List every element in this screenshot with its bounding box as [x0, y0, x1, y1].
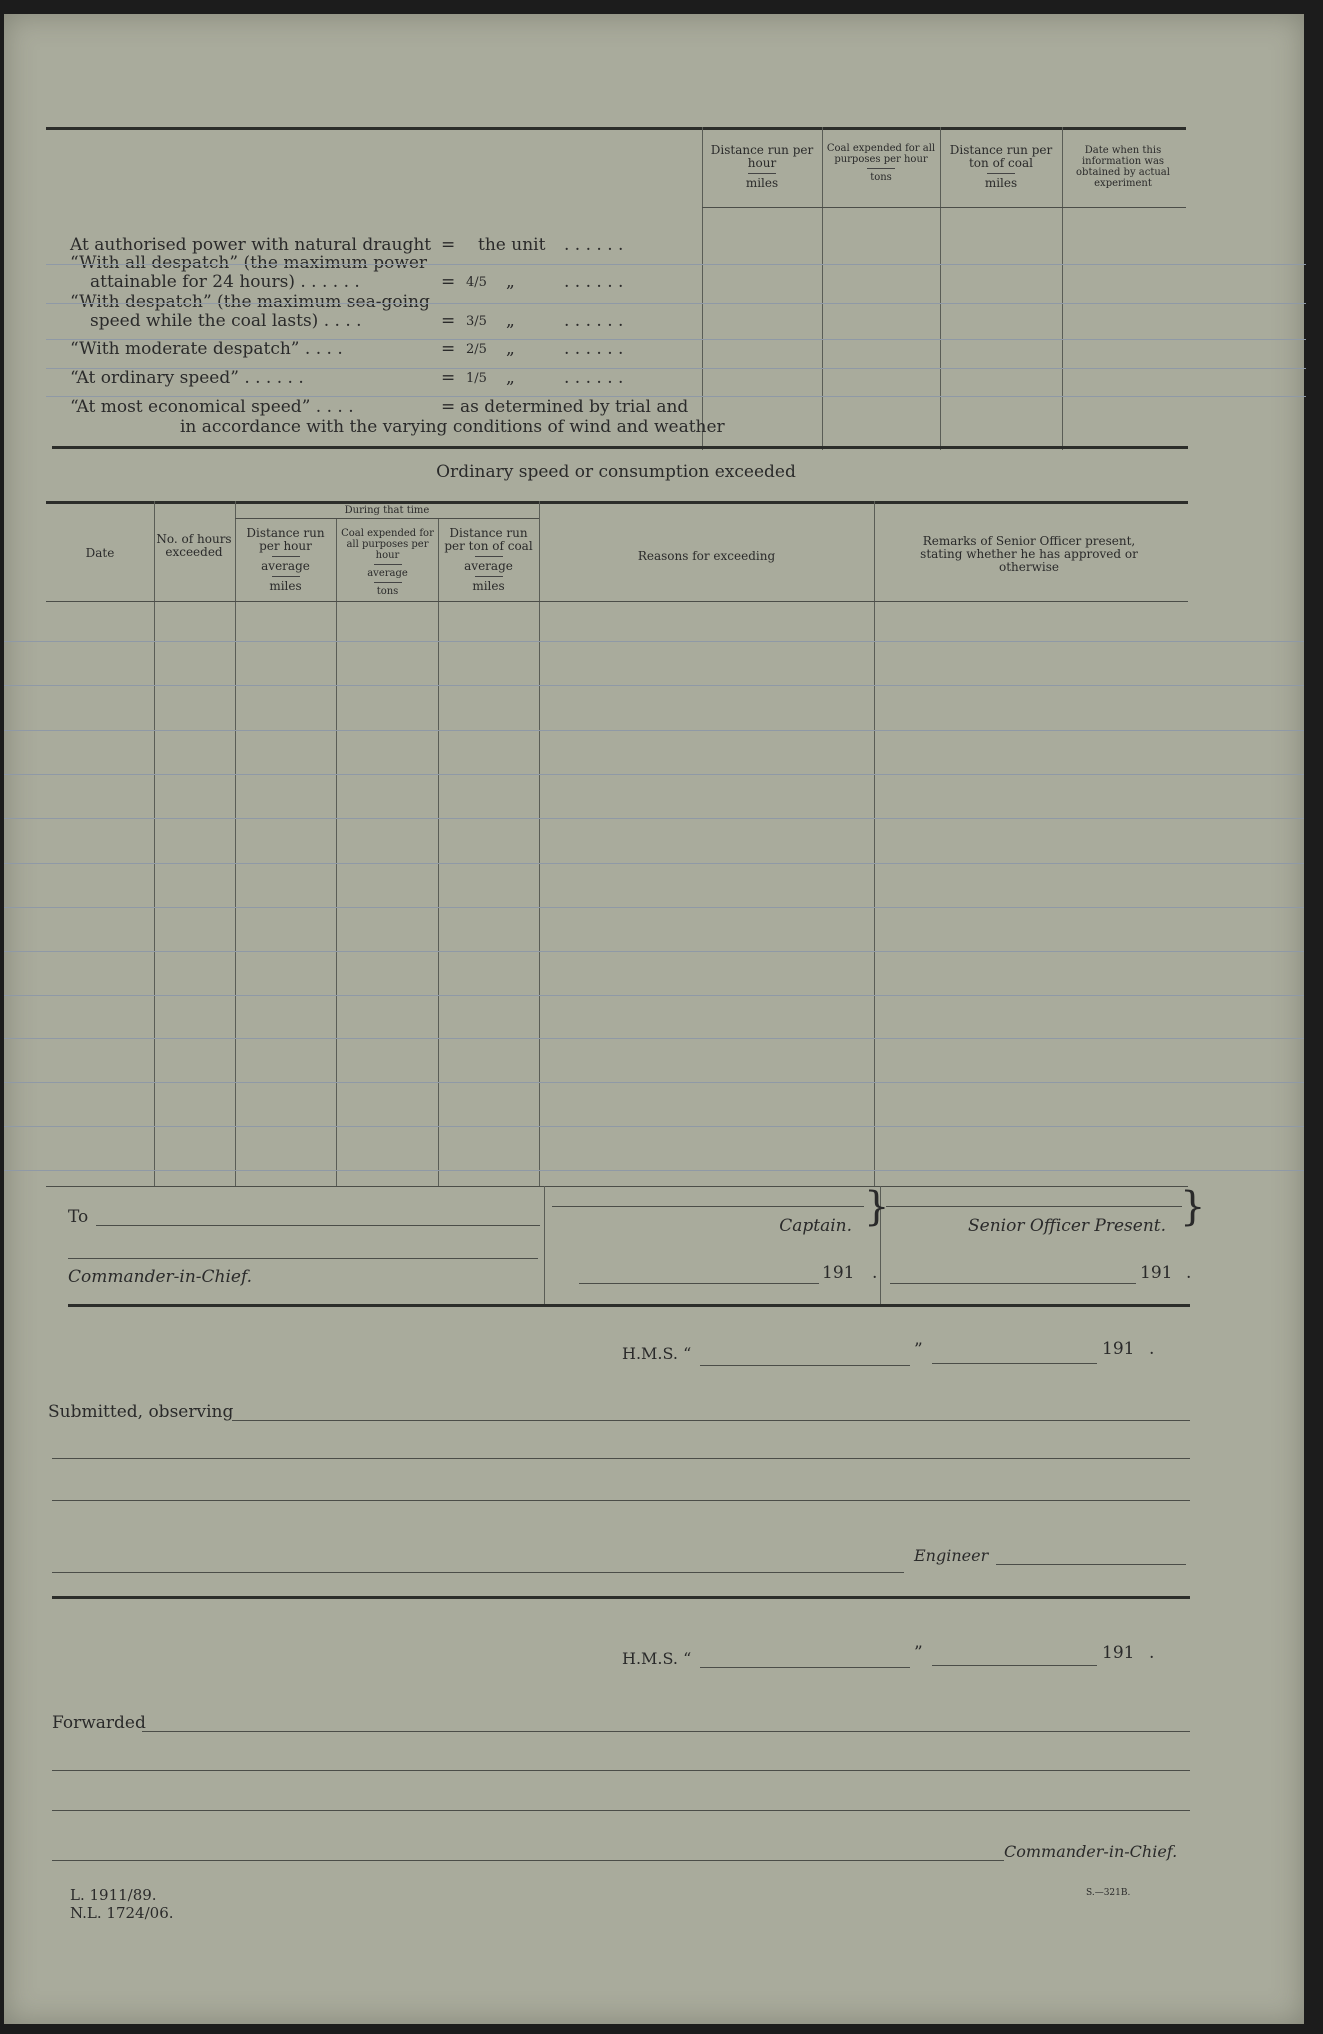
ruled-line [4, 641, 1304, 642]
submitted-line[interactable] [232, 1420, 1190, 1421]
ruled-line [46, 396, 1306, 397]
row-ditto: „ [506, 339, 515, 359]
ruled-line [4, 818, 1304, 819]
senior-signature-line[interactable] [886, 1206, 1182, 1207]
col-divider [154, 501, 155, 1186]
forwarded-line[interactable] [142, 1731, 1190, 1732]
ruled-line [46, 368, 1306, 369]
col-distance-per-ton: Distance run per ton of coal average miles [444, 526, 533, 593]
forwarded-line-3[interactable] [52, 1810, 1190, 1811]
row-ditto: „ [506, 311, 515, 331]
row-dots: . . . . . . [564, 272, 624, 292]
year: 191 [1102, 1643, 1135, 1663]
row-fraction: the unit [478, 235, 546, 255]
row-dots: . . . . . . [564, 311, 624, 331]
ruled-line [4, 1038, 1304, 1039]
senior-date-line[interactable] [890, 1283, 1136, 1284]
hms-label: H.M.S. “ [622, 1649, 692, 1668]
to-line-2[interactable] [68, 1258, 538, 1259]
submitted-line-2[interactable] [52, 1458, 1190, 1459]
col-divider [336, 518, 337, 1186]
captain-signature-line[interactable] [552, 1206, 864, 1207]
commander-line[interactable] [52, 1860, 1004, 1861]
submitted-bottom-rule [52, 1596, 1190, 1599]
reference-1: L. 1911/89. [70, 1886, 157, 1904]
col-reasons: Reasons for exceeding [637, 549, 776, 563]
row-equals: = [441, 311, 456, 331]
ruled-line [4, 995, 1304, 996]
submitted-line-3[interactable] [52, 1500, 1190, 1501]
ruled-line [4, 685, 1304, 686]
row-label: “At ordinary speed” . . . . . . [70, 368, 304, 388]
close-quote: ” [914, 1643, 923, 1663]
row-equals: = [441, 397, 456, 417]
during-label: During that time [344, 505, 430, 516]
row-label: “With moderate despatch” . . . . [70, 339, 343, 359]
row-fraction: 2/5 [466, 342, 487, 357]
col-divider [235, 501, 236, 1186]
dot: . [872, 1263, 878, 1283]
dot: . [1149, 1643, 1155, 1663]
submitted-label: Submitted, observing [48, 1402, 234, 1422]
col-divider [438, 518, 439, 1186]
col-coal-per-hour: Coal expended for all purposes per hour average tons [341, 528, 434, 597]
row-label: At authorised power with natural draught [70, 235, 432, 255]
row-ditto: „ [506, 368, 515, 388]
top-rule [46, 127, 1186, 130]
commander-label: Commander-in-Chief. [68, 1267, 253, 1287]
row-equals: = [441, 368, 456, 388]
signature-bottom-rule [68, 1304, 1190, 1307]
ruled-line [46, 264, 1306, 265]
dot: . [1186, 1263, 1192, 1283]
captain-label: Captain. [779, 1216, 852, 1236]
ruled-line [4, 774, 1304, 775]
exceeded-top-rule [46, 501, 1188, 504]
hms-label: H.M.S. “ [622, 1344, 692, 1363]
row-label: “With all despatch” (the maximum power [70, 253, 428, 273]
ship-name-line[interactable] [700, 1365, 910, 1366]
date-line[interactable] [932, 1665, 1097, 1666]
col-distance-per-hour: Distance run per hour average miles [246, 526, 325, 593]
forwarded-label: Forwarded [52, 1713, 146, 1733]
col-divider [1062, 127, 1063, 450]
col-divider [702, 127, 703, 450]
header-date-obtained: Date when this information was obtained by actual experiment [1076, 145, 1170, 189]
close-quote: ” [914, 1340, 923, 1360]
exceeded-header-rule [46, 601, 1188, 602]
ruled-line [4, 951, 1304, 952]
row-fraction: as determined by trial and [460, 397, 689, 417]
ruled-line [4, 1170, 1304, 1171]
row-fraction: 1/5 [466, 371, 487, 386]
col-divider [539, 501, 540, 1186]
ruled-line [4, 1126, 1304, 1127]
forwarded-line-2[interactable] [52, 1770, 1190, 1771]
col-remarks: Remarks of Senior Officer present, stating whether he has approved or otherwise [920, 534, 1138, 574]
row-label-cont: in accordance with the varying conditions of wind and weather [180, 417, 725, 437]
row-label: “At most economical speed” . . . . [70, 397, 354, 417]
header-distance-per-ton: Distance run per ton of coal miles [949, 143, 1053, 190]
header-coal-per-hour: Coal expended for all purposes per hour tons [826, 143, 936, 183]
to-line[interactable] [96, 1225, 540, 1226]
row-fraction: 4/5 [466, 275, 487, 290]
engineer-label: Engineer [914, 1546, 989, 1565]
row-fraction: 3/5 [466, 314, 487, 329]
col-divider [544, 1186, 545, 1306]
reference-2: N.L. 1724/06. [70, 1904, 174, 1922]
to-label: To [68, 1207, 89, 1227]
year-senior: 191 [1140, 1263, 1173, 1283]
header-distance-per-hour: Distance run per hour miles [710, 143, 814, 190]
exceeded-title: Ordinary speed or consumption exceeded [436, 462, 796, 482]
dot: . [1149, 1339, 1155, 1359]
form-page [4, 14, 1304, 2024]
col-divider [874, 501, 875, 1186]
during-rule [235, 518, 539, 519]
brace: } [1180, 1184, 1206, 1230]
signature-top-rule [46, 1186, 1188, 1187]
row-equals: = [441, 272, 456, 292]
ruled-line [4, 730, 1304, 731]
row-dots: . . . . . . [564, 368, 624, 388]
row-equals: = [441, 339, 456, 359]
captain-date-line[interactable] [579, 1283, 819, 1284]
ruled-line [4, 1082, 1304, 1083]
col-divider [940, 127, 941, 450]
row-label: “With despatch” (the maximum sea-going [70, 292, 430, 312]
ship-name-line[interactable] [700, 1667, 910, 1668]
col-divider [822, 127, 823, 450]
row-equals: = [441, 235, 456, 255]
row-ditto: „ [506, 272, 515, 292]
ruled-line [4, 863, 1304, 864]
ruled-line [46, 303, 1306, 304]
ruled-line [46, 339, 1306, 340]
ruled-line [4, 907, 1304, 908]
brace: } [864, 1184, 890, 1230]
row-dots: . . . . . . [564, 235, 624, 255]
top-table-bottom-rule [52, 446, 1188, 449]
year-captain: 191 [822, 1263, 855, 1283]
row-label-cont: attainable for 24 hours) . . . . . . [90, 272, 360, 292]
senior-officer-label: Senior Officer Present. [968, 1216, 1166, 1236]
commander-label: Commander-in-Chief. [1004, 1842, 1178, 1861]
year: 191 [1102, 1339, 1135, 1359]
engineer-line[interactable] [52, 1572, 904, 1573]
col-date: Date [85, 546, 115, 560]
form-number: S.—321B. [1086, 1888, 1131, 1898]
row-dots: . . . . . . [564, 339, 624, 359]
header-rule [702, 207, 1186, 208]
date-line[interactable] [932, 1363, 1097, 1364]
engineer-signature-line[interactable] [996, 1564, 1186, 1565]
col-hours: No. of hours exceeded [156, 532, 232, 559]
row-label-cont: speed while the coal lasts) . . . . [90, 311, 362, 331]
